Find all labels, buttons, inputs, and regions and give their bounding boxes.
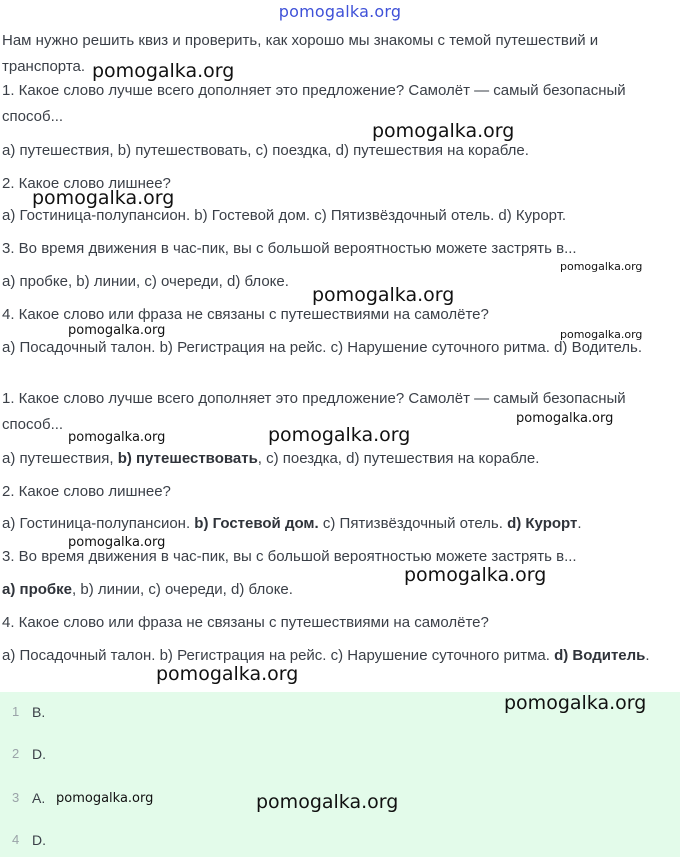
watermark: pomogalka.org <box>268 424 411 446</box>
watermark: pomogalka.org <box>312 284 455 306</box>
watermark: pomogalka.org <box>504 692 647 714</box>
intro-text: Нам нужно решить квиз и проверить, как хорошо мы знакомы с темой путешествий и транспорта. <box>2 32 599 75</box>
answer-key-question-4: 4. Какое слово или фраза не связаны с путешествиями на самолёте? <box>2 614 489 631</box>
answer-value: D. <box>32 746 46 762</box>
option-end: . <box>645 647 650 664</box>
watermark: pomogalka.org <box>404 564 547 586</box>
question-3-options: а) пробке, b) линии, c) очереди, d) блоке. <box>2 273 289 290</box>
option-end: . <box>577 515 582 532</box>
question-1: 1. Какое слово лучше всего дополняет это предложение? Самолёт — самый безопасный способ... <box>2 82 626 125</box>
question-4: 4. Какое слово или фраза не связаны с путешествиями на самолёте? <box>2 306 489 323</box>
option-rest: , c) поездка, d) путешествия на корабле. <box>257 450 540 467</box>
watermark: pomogalka.org <box>92 60 235 82</box>
watermark: pomogalka.org <box>516 411 614 426</box>
correct-option-d: d) Водитель <box>554 647 646 664</box>
answer-number: 1 <box>12 704 20 719</box>
watermark: pomogalka.org <box>56 791 154 806</box>
answer-number: 2 <box>12 746 20 761</box>
watermark: pomogalka.org <box>560 260 643 273</box>
answer-value: D. <box>32 832 46 848</box>
answer-value: B. <box>32 704 46 720</box>
answer-value: A. <box>32 790 46 806</box>
watermark: pomogalka.org <box>372 120 515 142</box>
question-1-options: а) путешествия, b) путешествовать, c) поездка, d) путешествия на корабле. <box>2 142 529 159</box>
question-3: 3. Во время движения в час-пик, вы с большой вероятностью можете застрять в... <box>2 240 577 257</box>
answer-key-question-2: 2. Какое слово лишнее? <box>2 483 171 500</box>
watermark: pomogalka.org <box>560 328 643 341</box>
header-watermark[interactable]: pomogalka.org <box>278 2 402 21</box>
option-c: c) Пятизвёздочный отель. <box>318 515 508 532</box>
correct-option-b: b) Гостевой дом. <box>194 515 319 532</box>
option-rest: а) Посадочный талон. b) Регистрация на рейс. c) Нарушение суточного ритма. <box>2 647 555 664</box>
watermark: pomogalka.org <box>32 187 175 209</box>
option-a: а) Гостиница-полупансион. <box>2 515 195 532</box>
option-a: а) путешествия, <box>2 450 118 467</box>
answer-key-question-2-options <box>2 511 674 537</box>
question-2-options: а) Гостиница-полупансион. b) Гостевой дом. c) Пятизвёздочный отель. d) Курорт. <box>2 207 567 224</box>
answer-key-question-4-options <box>2 643 674 669</box>
answer-key-question-1: 1. Какое слово лучше всего дополняет это предложение? Самолёт — самый безопасный способ... <box>2 390 626 433</box>
question-2: 2. Какое слово лишнее? <box>2 175 171 192</box>
answers-panel <box>0 692 680 857</box>
answer-number: 3 <box>12 790 20 805</box>
watermark: pomogalka.org <box>156 663 299 685</box>
correct-option-a: а) пробке <box>2 581 73 598</box>
question-4-options: а) Посадочный талон. b) Регистрация на рейс. c) Нарушение суточного ритма. d) Водитель. <box>2 339 643 356</box>
correct-option-b: b) путешествовать <box>117 450 258 467</box>
watermark: pomogalka.org <box>256 791 399 813</box>
watermark: pomogalka.org <box>68 323 166 338</box>
correct-option-d: d) Курорт <box>507 515 578 532</box>
answer-key-question-3-options <box>2 577 674 603</box>
answer-number: 4 <box>12 832 20 847</box>
option-rest: , b) линии, c) очереди, d) блоке. <box>72 581 293 598</box>
watermark: pomogalka.org <box>68 535 166 550</box>
answer-key-question-3: 3. Во время движения в час-пик, вы с большой вероятностью можете застрять в... <box>2 548 577 565</box>
answer-key-question-1-options <box>2 446 674 472</box>
watermark: pomogalka.org <box>68 430 166 445</box>
